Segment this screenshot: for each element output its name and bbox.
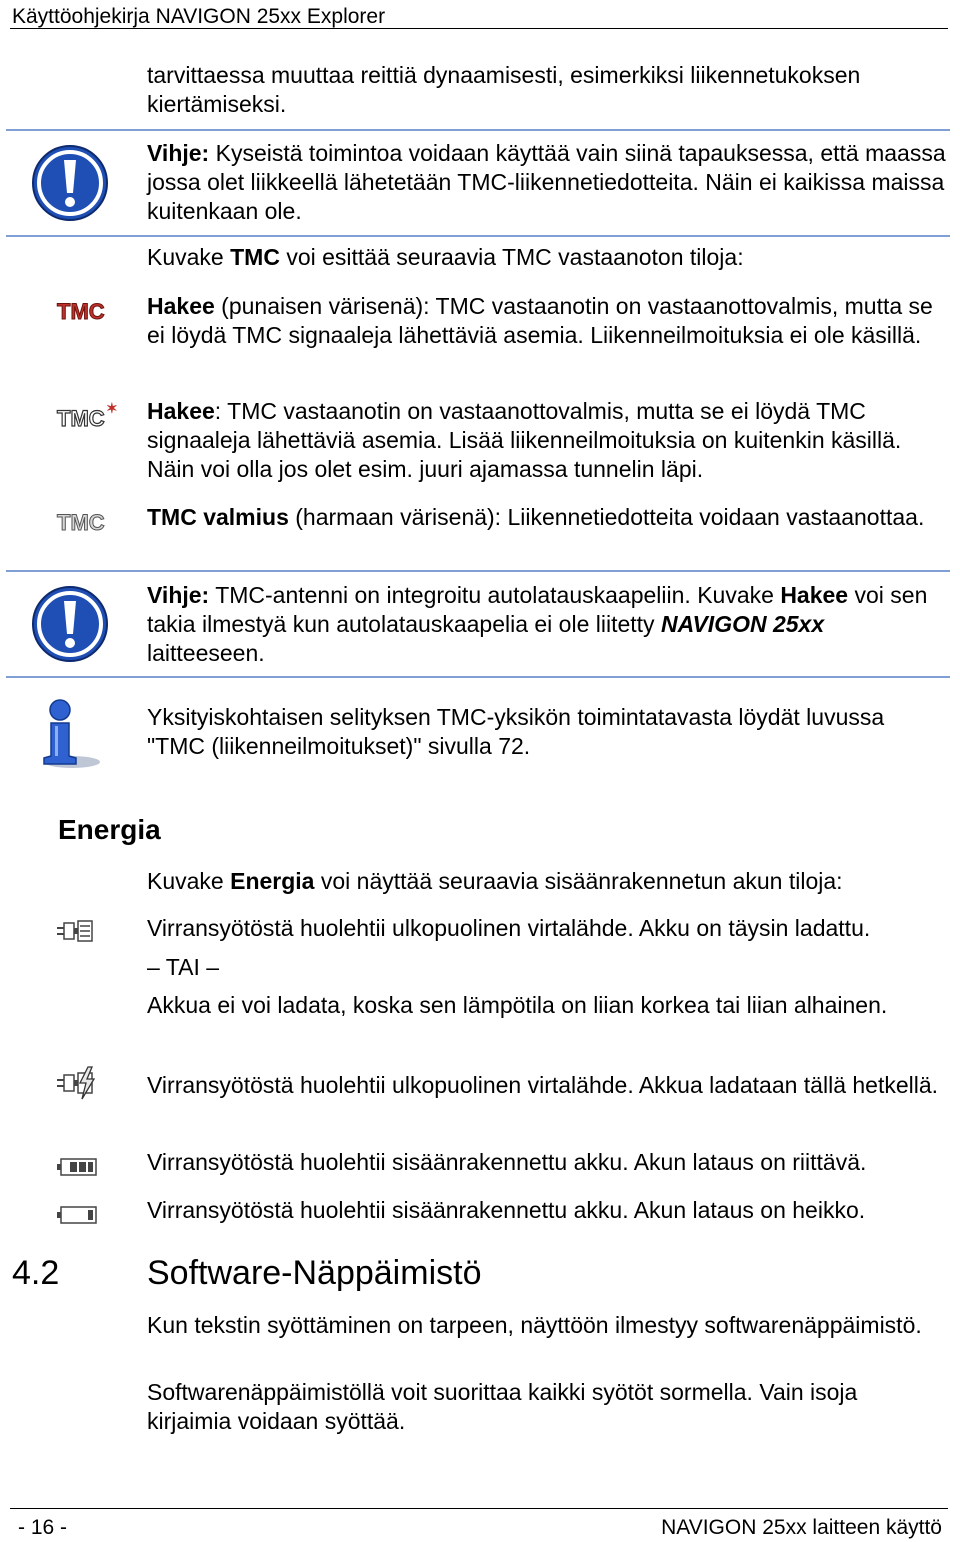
- energy-state-3: Virransyötöstä huolehtii sisäänrakennettu akku. Akun lataus on riittävä.: [147, 1149, 867, 1175]
- hint-2: [147, 581, 947, 668]
- intro-paragraph: tarvittaessa muuttaa reittiä dynaamisesti, esimerkiksi liikennetukoksen kiertämiseksi.: [147, 62, 861, 117]
- hint-top-rule: [6, 129, 950, 131]
- energy-intro-a: Kuvake: [147, 868, 231, 894]
- tmc-state-1: [147, 292, 947, 350]
- page-number: - 16 -: [18, 1516, 68, 1539]
- energy-heading: Energia: [58, 814, 161, 845]
- hint-2-a: TMC-antenni on integroitu autolatauskaapeliin. Kuvake: [209, 582, 781, 608]
- battery-full-icon: [56, 1156, 98, 1178]
- footer-rule: [10, 1508, 948, 1509]
- tmc-state-1-label: Hakee: [147, 293, 215, 319]
- section-paragraph-2: Softwarenäppäimistöllä voit suorittaa kaikki syötöt sormella. Vain isoja kirjaimia voidaan syöttää.: [147, 1379, 858, 1434]
- tmc-gray-icon-text: TMC: [57, 510, 105, 535]
- tmc-state-1-text: (punaisen värisenä): TMC vastaanotin on vastaanottovalmis, mutta se ei löydä TMC signaaleja lähettäviä asemia. Liikenneilmoituksia ei ole käsillä.: [147, 293, 933, 348]
- hint-bottom-rule: [6, 235, 950, 237]
- tmc-state-3-label: TMC valmius: [147, 504, 289, 530]
- energy-or: – TAI –: [147, 954, 220, 980]
- footer-title: NAVIGON 25xx laitteen käyttö: [661, 1516, 942, 1539]
- tmc-red-icon-text: TMC: [57, 299, 105, 324]
- energy-intro-b: Energia: [230, 868, 315, 894]
- energy-state-2: Virransyötöstä huolehtii ulkopuolinen virtalähde. Akkua ladataan tällä hetkellä.: [147, 1072, 939, 1098]
- tmc-intro-b: TMC: [230, 244, 280, 270]
- tmc-red-icon: [56, 298, 106, 324]
- tmc-star-icon-text: TMC: [57, 406, 105, 429]
- svg-text:✶: ✶: [106, 401, 118, 416]
- hint-2-b: Hakee: [780, 582, 849, 608]
- tmc-intro-a: Kuvake: [147, 244, 231, 270]
- charging-plug-icon: [56, 1066, 98, 1100]
- hint-1: [147, 139, 947, 226]
- hint-1-label: Vihje:: [147, 140, 210, 166]
- header-rule: [10, 28, 948, 29]
- hint-2-e: laitteeseen.: [147, 640, 265, 666]
- tmc-intro-c: voi esittää seuraavia TMC vastaanoton tiloja:: [279, 244, 744, 270]
- energy-state-4: Virransyötöstä huolehtii sisäänrakennettu akku. Akun lataus on heikko.: [147, 1197, 866, 1223]
- hint-2-device: NAVIGON 25xx: [660, 611, 825, 637]
- tmc-state-3-text: (harmaan värisenä): Liikennetiedotteita voidaan vastaanottaa.: [288, 504, 925, 530]
- energy-state-1b: Akkua ei voi ladata, koska sen lämpötila on liian korkea tai liian alhainen.: [147, 992, 888, 1018]
- info-paragraph: Yksityiskohtaisen selityksen TMC-yksikön toimintatavasta löydät luvussa "TMC (liikenneilmoitukset)" sivulla 72.: [147, 704, 885, 759]
- tmc-state-3: [147, 503, 947, 532]
- plug-icon: [56, 918, 96, 944]
- battery-low-icon: [56, 1204, 98, 1226]
- energy-intro: [147, 867, 947, 896]
- hint-2-label: Vihje:: [147, 582, 210, 608]
- exclamation-icon: [30, 584, 110, 664]
- energy-state-1: Virransyötöstä huolehtii ulkopuolinen virtalähde. Akku on täysin ladattu.: [147, 915, 871, 941]
- exclamation-icon: [30, 143, 110, 223]
- section-number: 4.2: [12, 1254, 60, 1292]
- tmc-intro: [147, 243, 947, 272]
- tmc-state-2-label: Hakee: [147, 398, 215, 424]
- tmc-state-2: [147, 397, 947, 484]
- section-paragraph-1: Kun tekstin syöttäminen on tarpeen, näyttöön ilmestyy softwarenäppäimistö.: [147, 1312, 922, 1338]
- energy-intro-c: voi näyttää seuraavia sisäänrakennetun akun tiloja:: [314, 868, 843, 894]
- section-title: Software-Näppäimistö: [147, 1254, 482, 1292]
- hint-2-c: voi sen takia ilmestyä kun autolatauskaapelia ei ole liitetty: [147, 582, 928, 637]
- hint2-bottom-rule: [6, 676, 950, 678]
- tmc-gray-icon: [56, 509, 106, 535]
- tmc-state-2-text: : TMC vastaanotin on vastaanottovalmis, mutta se ei löydä TMC signaaleja lähettäviä asemia. Lisää liikenneilmoituksia on kuitenkin käsillä. Näin voi olla jos olet esim. juuri ajamassa tunnelin läpi.: [147, 398, 902, 482]
- tmc-star-icon: [56, 401, 118, 429]
- hint-1-text: Kyseistä toimintoa voidaan käyttää vain siinä tapauksessa, että maassa jossa olet liikkeellä lähetetään TMC-liikennetiedotteita. Näin ei kaikissa maissa kuitenkaan ole.: [147, 140, 946, 224]
- header-title: Käyttöohjekirja NAVIGON 25xx Explorer: [12, 5, 386, 28]
- info-person-icon: [36, 698, 102, 770]
- hint2-top-rule: [6, 570, 950, 572]
